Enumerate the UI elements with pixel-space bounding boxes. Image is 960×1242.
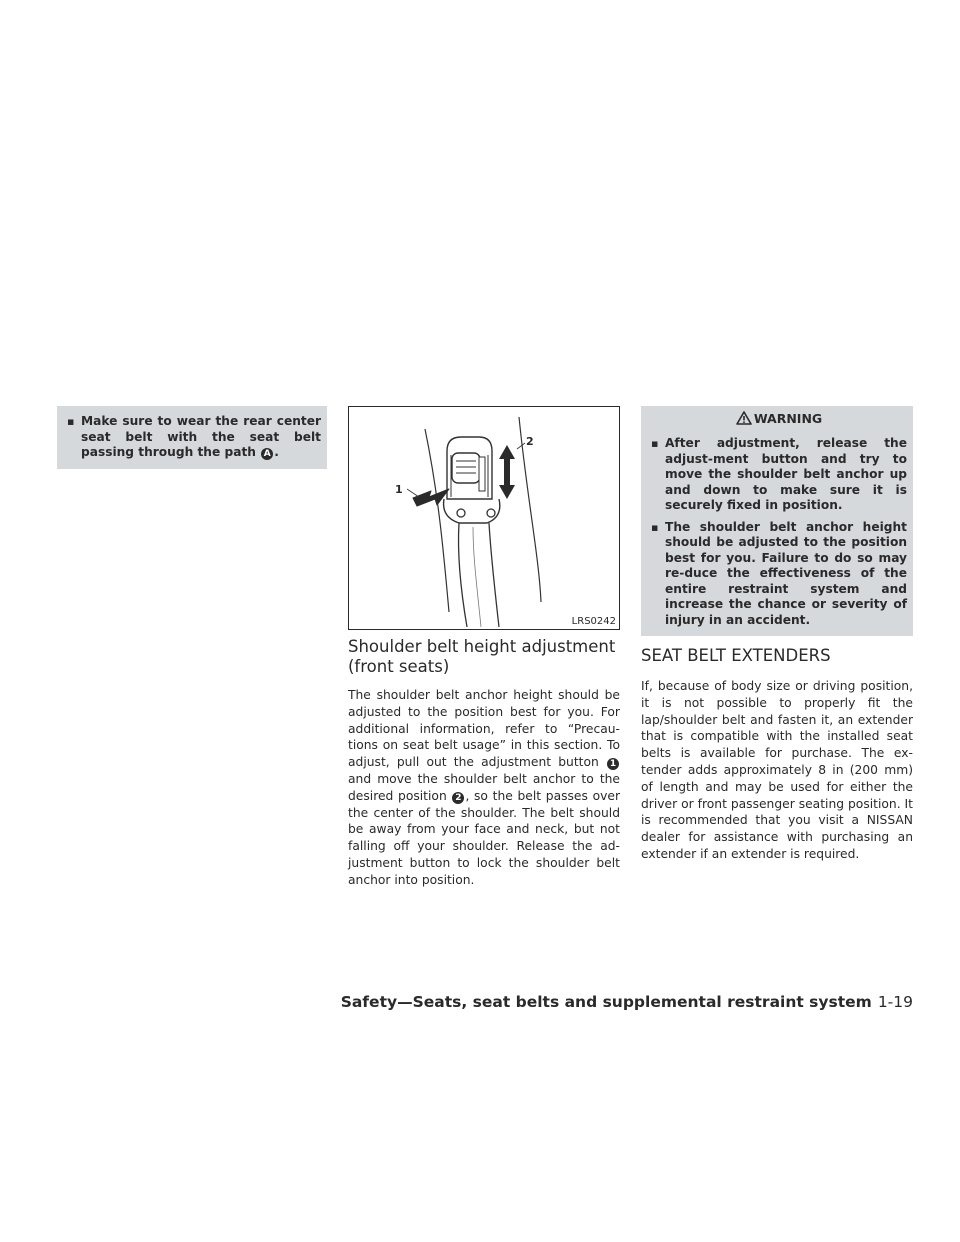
center-seat-note bbox=[57, 406, 327, 469]
marker-2: 2 bbox=[452, 792, 464, 804]
extenders-body: If, because of body size or driving position, it is not possible to properly fit the lap/shoulder belt and fasten it, an extender that is compatible with the installed seat belts is available for purchase. The ex-tender adds approximately 8 in (200 mm) of length and may be used for either the driver or front passenger seating position. It is recommended that you visit a NISSAN dealer for assistance with purchasing an extender if an extender is required. bbox=[641, 679, 913, 861]
warning-box bbox=[641, 406, 913, 636]
middle-column bbox=[348, 406, 620, 889]
page-number: 1-19 bbox=[877, 993, 913, 1011]
shoulder-belt-illustration bbox=[349, 407, 619, 629]
figure-code: LRS0242 bbox=[571, 616, 616, 627]
note-list bbox=[67, 414, 321, 461]
extenders-heading: SEAT BELT EXTENDERS bbox=[641, 646, 831, 665]
shoulder-section-body: The shoulder belt anchor height should be adjusted to the position best for you. For additional information, refer to “Precau-tions on seat belt usage” in this section. To adjust, pull out the adjustment button 1 and move the shoulder belt anchor to the desired position 2 , so the belt passes over the center of the shoulder. The belt should be away from your face and neck, but not falling off your shoulder. Release the ad-justment button to lock the shoulder belt anchor into position. bbox=[348, 688, 620, 887]
note-item: ▪ Make sure to wear the rear center seat belt with the seat belt passing through the path A . bbox=[67, 414, 321, 461]
warning-header bbox=[651, 411, 907, 427]
marker-a: A bbox=[261, 448, 273, 460]
warning-list bbox=[651, 436, 907, 628]
warning-triangle-icon bbox=[736, 411, 752, 425]
shoulder-section-heading: Shoulder belt height adjustment (front seats) bbox=[348, 637, 616, 676]
warning-item: ▪ After adjustment, release the adjust-ment button and try to move the shoulder belt anchor up and down to make sure it is securely fixed in position. bbox=[651, 436, 907, 514]
shoulder-belt-figure bbox=[348, 406, 620, 630]
warning-title: WARNING bbox=[753, 411, 823, 426]
right-column bbox=[641, 406, 913, 863]
page-footer bbox=[341, 993, 913, 1011]
marker-1: 1 bbox=[607, 758, 619, 770]
callout-2: 2 bbox=[526, 435, 534, 448]
callout-1: 1 bbox=[395, 483, 403, 496]
left-column bbox=[57, 406, 327, 469]
footer-title: Safety—Seats, seat belts and supplemental restraint system bbox=[340, 993, 872, 1011]
warning-item: ▪ The shoulder belt anchor height should be adjusted to the position best for you. Failure to do so may re-duce the effectiveness of the entire restraint system and increase the chance or severity of injury in an accident. bbox=[651, 520, 907, 629]
up-down-arrow-icon bbox=[499, 445, 515, 499]
